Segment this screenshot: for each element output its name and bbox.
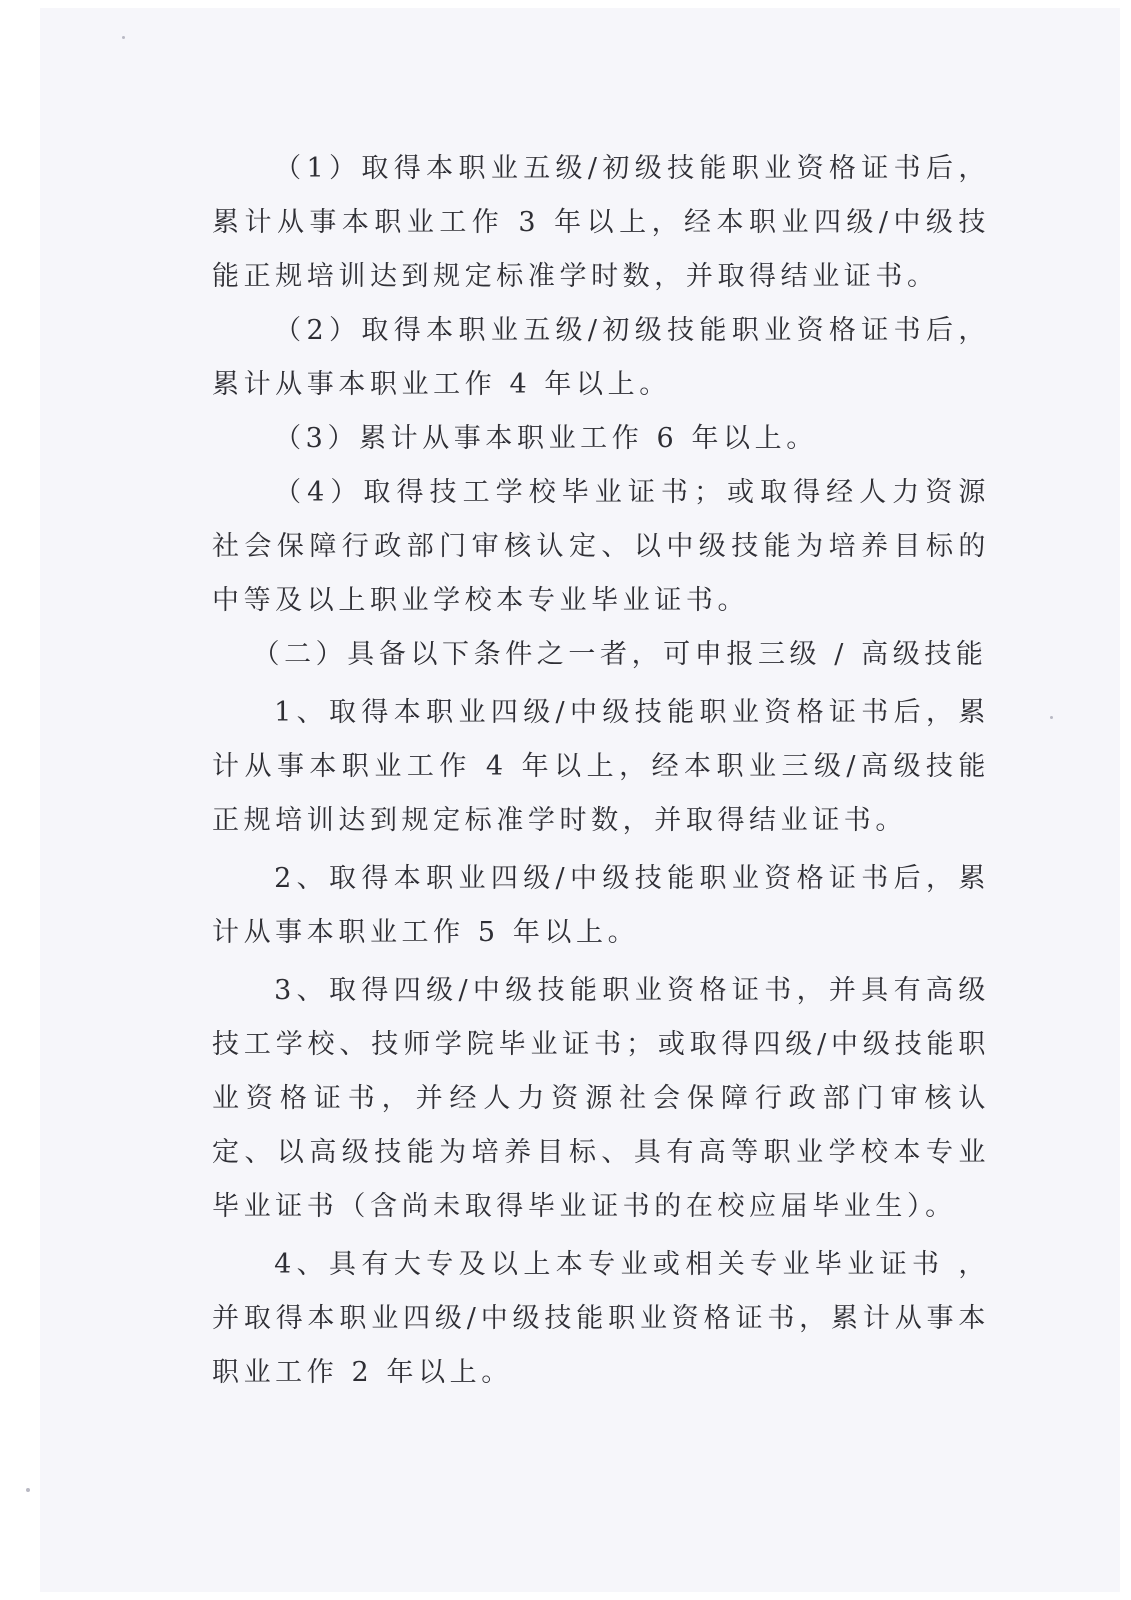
paragraph-6: 2、取得本职业四级/中级技能职业资格证书后，累计从事本职业工作 5 年以上。 <box>212 863 990 948</box>
paragraph-3: （3）累计从事本职业工作 6 年以上。 <box>274 423 818 454</box>
paragraph-1: （1）取得本职业五级/初级技能职业资格证书后，累计从事本职业工作 3 年以上，经本职业四级/中级技能正规培训达到规定标准学时数，并取得结业证书。 <box>212 153 990 292</box>
paragraph-7: 3、取得四级/中级技能职业资格证书，并具有高级技工学校、技师学院毕业证书；或取得四级/中级技能职业资格证书，并经人力资源社会保障行政部门审核认定、以高级技能为培养目标、具有高等职业学校本专业毕业证书（含尚未取得毕业证书的在校应届毕业生）。 <box>212 975 990 1222</box>
paragraph-4: （4）取得技工学校毕业证书；或取得经人力资源社会保障行政部门审核认定、以中级技能为培养目标的中等及以上职业学校本专业毕业证书。 <box>212 477 990 616</box>
paragraph-5: 1、取得本职业四级/中级技能职业资格证书后，累计从事本职业工作 4 年以上，经本职业三级/高级技能正规培训达到规定标准学时数，并取得结业证书。 <box>212 697 990 836</box>
paragraph-2: （2）取得本职业五级/初级技能职业资格证书后，累计从事本职业工作 4 年以上。 <box>212 315 990 400</box>
scan-speck <box>122 36 125 39</box>
scan-speck <box>1050 716 1053 719</box>
scan-speck <box>26 1488 30 1492</box>
document-body <box>212 142 990 1400</box>
paragraph-8: 4、具有大专及以上本专业或相关专业毕业证书 ，并取得本职业四级/中级技能职业资格证书，累计从事本职业工作 2 年以上。 <box>212 1249 990 1388</box>
section-heading: （二）具备以下条件之一者，可申报三级 / 高级技能 <box>252 639 988 670</box>
